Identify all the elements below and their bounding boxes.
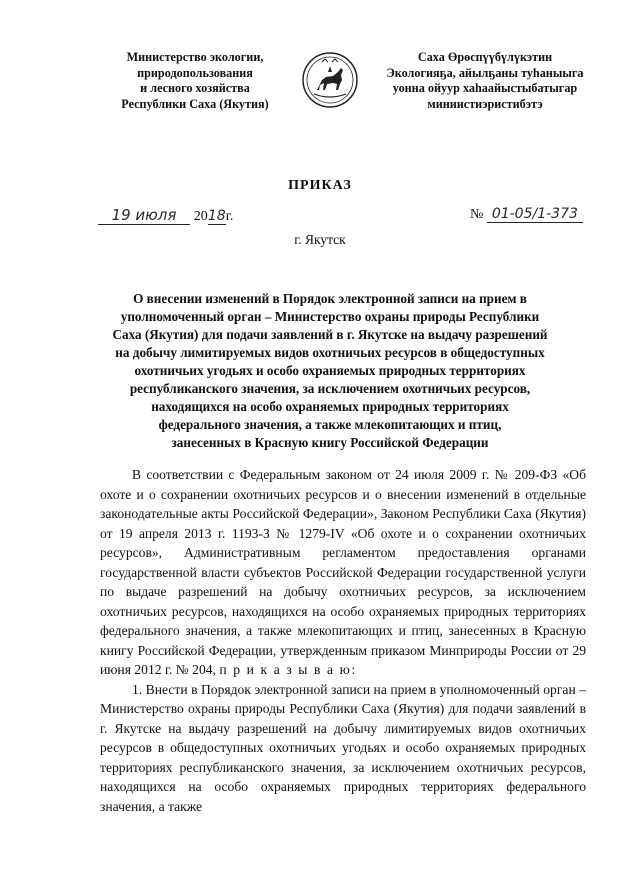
ministry-name-line: Республики Саха (Якутия) — [121, 96, 269, 111]
document-title — [100, 290, 560, 452]
title-line: республиканского значения, за исключением охотничьих ресурсов, — [129, 381, 531, 396]
title-line: находящихся на особо охраняемых природных территориях — [151, 399, 509, 414]
ministry-name-line: Саха Өрөспүүбүлүкэтин — [417, 50, 553, 64]
order-number-value: 01-05/1-373 — [487, 206, 583, 223]
order-number — [470, 206, 583, 223]
title-line: на добычу лимитируемых видов охотничьих ресурсов в общедоступных — [115, 345, 545, 360]
order-date — [98, 206, 233, 225]
title-line: федерального значения, а также млекопитающих и птиц, — [158, 417, 502, 432]
title-line: Саха (Якутия) для подачи заявлений в г. Якутске на выдачу разрешений — [112, 327, 548, 342]
order-word: п р и к а з ы в а ю: — [219, 662, 357, 677]
title-line: охотничьих угодьях и особо охраняемых природных территориях — [134, 363, 526, 378]
title-line: уполномоченный орган – Министерство охраны природы Республики — [120, 309, 540, 324]
date-year-mark: г. — [225, 209, 234, 224]
preamble-text: В соответствии с Федеральным законом от 24 июля 2009 г. № 209-ФЗ «Об охоте и о сохранении охотничьих ресурсов и о внесении изменений в отдельные законодательные акты Российской Федерации», Законом Республики Саха (Якутия) от 19 апреля 2013 г. 1193-З № 1279-IV «Об охоте и о сохранении охотничьих ресурсов», Административным регламентом предоставления органами государственной власти субъектов Российской Федерации государственной услуги по выдаче разрешений на добычу охотничьих ресурсов, за исключением охотничьих ресурсов, находящихся на особо охраняемых природных территориях федерального значения, а также млекопитающих и птиц, занесенных в Красную книгу Российской Федерации, утвержденным приказом Минприроды России от 29 июня 2012 г. № 204, — [100, 467, 586, 677]
ministry-name-russian — [100, 50, 290, 112]
document-body — [100, 465, 586, 816]
date-year-prefix: 20 — [193, 209, 208, 224]
ministry-name-line: уонна ойуур хаһаайыстыбатыгар — [392, 81, 578, 95]
title-line: О внесении изменений в Порядок электронной записи на прием в — [133, 291, 527, 306]
ministry-name-line: Министерство экологии, — [126, 50, 264, 64]
document-type-heading: ПРИКАЗ — [288, 178, 352, 193]
order-number-prefix: № — [470, 207, 484, 222]
city-line: г. Якутск — [294, 232, 346, 247]
ministry-name-line: и лесного хозяйства — [140, 81, 250, 95]
date-day-month: 19 июля — [98, 206, 190, 225]
ministry-name-yakut — [355, 50, 615, 112]
clause-1-paragraph: 1. Внести в Порядок электронной записи на прием в уполномоченный орган – Министерство охраны природы Республики Саха (Якутия) для подачи заявлений в г. Якутске на выдачу разрешений на добычу лимитируемых видов охотничьих ресурсов в общедоступных охотничьих угодьях и особо охраняемых природных территориях республиканского значения, за исключением охотничьих ресурсов, находящихся на особо охраняемых природных территориях федерального значения, а также — [100, 681, 586, 814]
preamble-paragraph — [100, 465, 586, 680]
ministry-name-line: природопользования — [137, 65, 253, 80]
title-line: занесенных в Красную книгу Российской Федерации — [171, 435, 489, 450]
ministry-name-line: миниистиэристибэтэ — [427, 96, 543, 111]
ministry-name-line: Экологияҕа, айылҕаны туһаныыга — [386, 65, 584, 80]
date-year-suffix: 18 — [207, 208, 226, 224]
coat-of-arms-icon — [300, 50, 360, 110]
